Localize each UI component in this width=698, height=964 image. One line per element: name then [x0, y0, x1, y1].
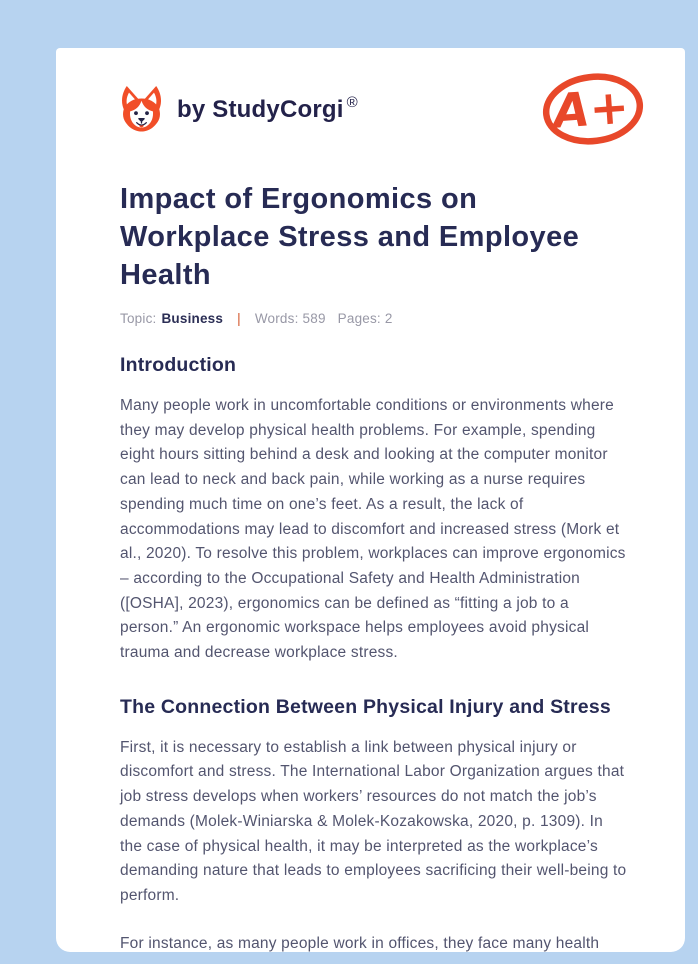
words-count — [255, 311, 326, 326]
corgi-icon — [118, 79, 165, 140]
brand-wordmark — [177, 94, 358, 124]
pages-value: 2 — [384, 311, 393, 326]
card-header — [56, 48, 685, 148]
page-title-line: Workplace Stress and Employee — [120, 221, 580, 253]
doc-meta — [120, 311, 628, 326]
section-heading-connection: The Connection Between Physical Injury and Stress — [120, 695, 611, 718]
page-title-line: Impact of Ergonomics on — [120, 183, 478, 215]
section-paragraph: Many people work in uncomfortable conditions or environments where they may develop physical health problems. For example, spending eight hours sitting behind a desk and looking at the computer monitor can lead to neck and back pain, while working as a nurse requires spending much time on one’s feet. As a result, the lack of accommodations may lead to discomfort and increased stress (Mork et al., 2020). To resolve this problem, workplaces can improve ergonomics – according to the Occupational Safety and Health Administration ([OSHA], 2023), ergonomics can be defined as “fitting a job to a person.” An ergonomic workspace helps employees avoid physical trauma and decrease workplace stress. — [120, 397, 626, 662]
brand-wordmark-text: by StudyCorgi — [177, 96, 344, 123]
section-heading-introduction: Introduction — [120, 354, 237, 376]
page-title-line: Health — [120, 259, 212, 291]
section-paragraph: For instance, as many people work in offices, they face many health — [120, 934, 600, 952]
page-title — [120, 180, 628, 294]
words-label: Words: — [254, 311, 299, 326]
meta-divider: | — [237, 311, 241, 326]
topic-label: Topic: — [120, 311, 157, 326]
grade-stamp-text: A+ — [551, 79, 631, 140]
document-card — [56, 48, 685, 952]
pages-label: Pages: — [337, 311, 381, 326]
section-paragraph: First, it is necessary to establish a link between physical injury or discomfort and stress. The International Labor Organization argues that job stress develops when workers’ resources do not match the job’s demands (Molek-Winiarska & Molek-Kozakowska, 2020, p. 1309). In the case of physical health, it may be interpreted as the workplace’s demanding nature that leads to employees sacrificing their well-being to perform. — [120, 738, 627, 904]
a-plus-stamp-icon — [540, 70, 646, 148]
words-value: 589 — [302, 311, 326, 326]
topic-value: Business — [161, 311, 224, 326]
registered-mark: ® — [346, 94, 358, 111]
brand-logo — [118, 79, 358, 140]
pages-count — [338, 311, 393, 326]
